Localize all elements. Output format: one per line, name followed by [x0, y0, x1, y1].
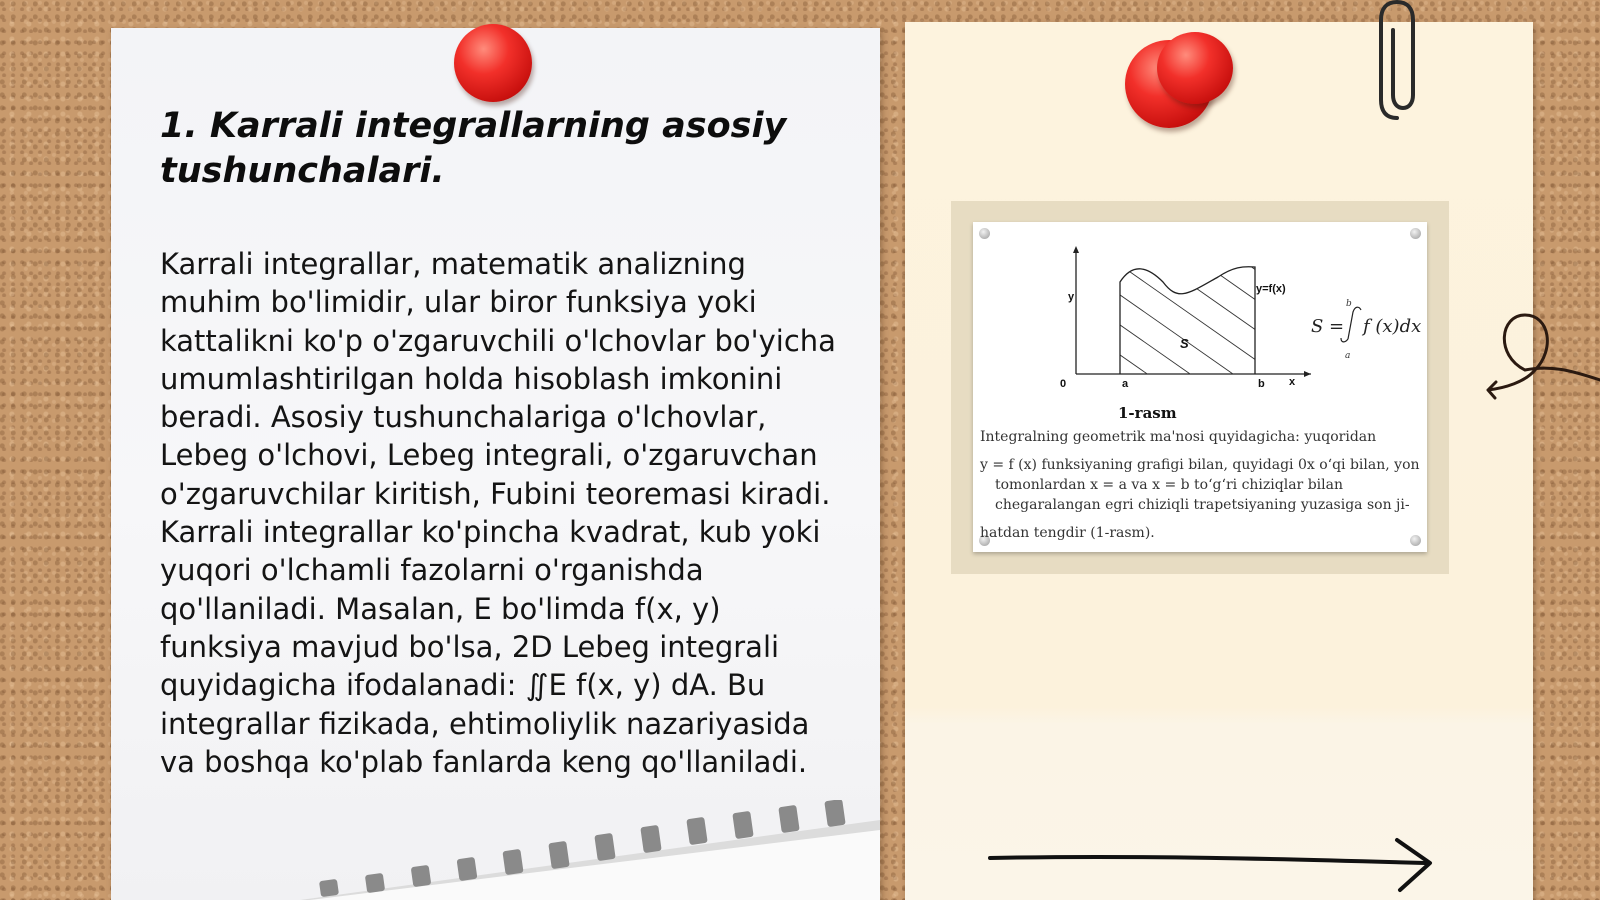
figure-text-line: hatdan tengdir (1-rasm). [980, 525, 1155, 541]
corner-tack-icon [1410, 535, 1421, 546]
figure-text-line: tomonlardan x = a va x = b to‘g‘ri chiziqlar bilan [995, 477, 1343, 493]
figure-text-line: y = f (x) funksiyaning grafigi bilan, quyidagi 0x o‘qi bilan, yon [980, 457, 1420, 473]
curve [1120, 267, 1255, 374]
b-label: b [1258, 378, 1265, 390]
body-paragraph: Karrali integrallar, matematik analizning muhim bo'limidir, ular biror funksiya yoki kattalikni ko'p o'zgaruvchili o'lchovlar bo'yicha umumlashtirilgan holda hisoblash imkonini beradi. Asosiy tushunchalariga o'lchovlar, Lebeg o'lchovi, Lebeg integrali, o'zgaruvchan o'zgaruvchilar kiritish, Fubini teoremasi kiradi. Karrali integrallar ko'pincha kvadrat, kub yoki yuqori o'lchamli fazolarni o'rganishda qo'llaniladi. Masalan, E bo'limda f(x, y) funksiya mavjud bo'lsa, 2D Lebeg integrali quyidagicha ifodalanadi: ∬E f(x, y) dA. Bu integrallar fizikada, ehtimoliylik nazariyasida va boshqa ko'plab fanlarda keng qo'llaniladi. [160, 247, 836, 779]
curl-doodle-icon [1480, 310, 1600, 410]
integrand: f (x)dx [1363, 316, 1422, 337]
paperclip-icon [1375, 0, 1425, 125]
push-pin [1157, 32, 1233, 104]
torn-spiral-edge [300, 800, 880, 900]
arrow-right-icon [985, 835, 1445, 895]
integral-upper-limit: b [1346, 299, 1352, 309]
figure-text-line: Integralning geometrik ma'nosi quyidagicha: yuqoridan [980, 429, 1377, 445]
y-axis-label: y [1068, 291, 1075, 303]
figure-caption: 1-rasm [1118, 404, 1177, 422]
integral-area-graph [973, 222, 1427, 412]
a-label: a [1122, 378, 1129, 390]
x-axis-label: x [1289, 376, 1296, 388]
curve-label: y=f(x) [1256, 283, 1286, 295]
area-label: S [1180, 336, 1189, 351]
integral-lower-limit: a [1345, 351, 1351, 361]
slide-title: 1. Karrali integrallarning asosiy tushunchalari. [160, 106, 787, 191]
push-pin [454, 24, 532, 102]
figure-text-line: chegaralangan egri chiziqli trapetsiyaning yuzasiga son ji- [995, 497, 1410, 513]
origin-label: 0 [1060, 378, 1067, 390]
formula-lhs: S = [1311, 316, 1345, 337]
